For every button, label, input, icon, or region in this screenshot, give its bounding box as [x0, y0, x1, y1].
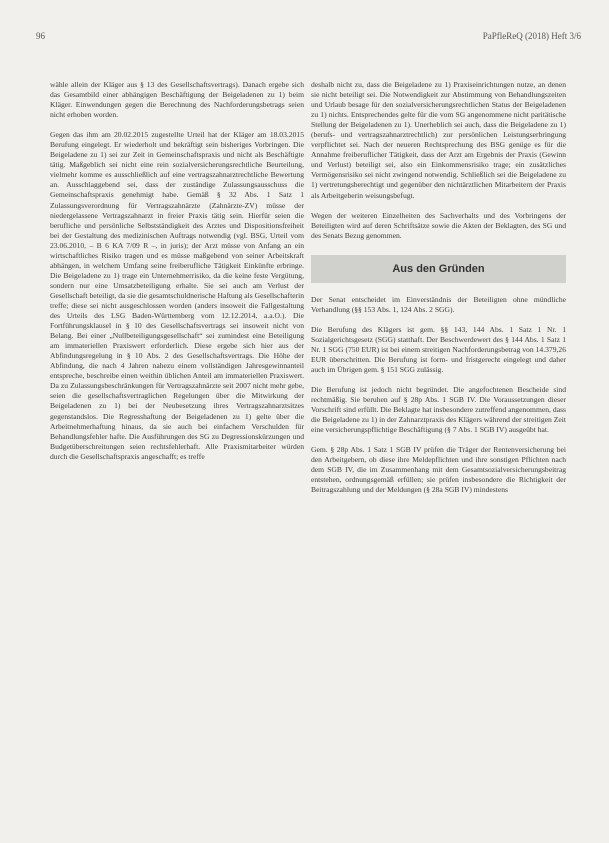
paragraph: wähle allein der Kläger aus § 13 des Gesellschaftsvertrags). Danach ergebe sich das Gesamtbild einer abhängigen Beschäftigung der Beigeladenen zu 1) beim Kläger. Einwendungen gegen die Berechnung des Nachforderungsbetrags seien nicht erhoben worden.: [50, 80, 304, 120]
left-column: [50, 80, 304, 472]
paragraph: Die Berufung des Klägers ist gem. §§ 143, 144 Abs. 1 Satz 1 Nr. 1 Sozialgerichtsgesetz (SGG) statthaft. Der Beschwerdewert des § 144 Abs. 1 Satz 1 Nr. 1 SGG (750 EUR) ist bei einem streitigen Nachforderungsbetrag von 14.379,26 EUR überschritten. Die Berufung ist form- und fristgerecht eingelegt und daher auch im Übrigen gem. § 151 SGG zulässig.: [311, 324, 566, 374]
journal-title: PaPfleReQ (2018) Heft 3/6: [482, 31, 581, 41]
right-column: [311, 80, 566, 506]
page-number: 96: [36, 31, 45, 41]
paragraph: Gegen das ihm am 20.02.2015 zugestellte Urteil hat der Kläger am 18.03.2015 Berufung eingelegt. Er wiederholt und bekräftigt sein bisheriges Vorbringen. Die Beigeladene zu 1) sei zur Zeit in Gemeinschaftspraxis und nicht als Beschäftigte tätig. Maßgeblich sei nicht eine rein sozialversicherungsrechtliche Beurteilung, vielmehr komme es ausschließlich auf eine vertragszahnarztrechtliche Bewertung an. Ausschlaggebend sei, dass der zuständige Zulassungsausschuss die Gemeinschaftspraxis genehmigt habe. Gemäß § 32 Abs. 1 Satz 1 Zulassungsverordnung für Vertragszahnärzte (Zahnärzte-ZV) müsse der niedergelassene Vertragszahnarzt in freier Praxis tätig sein. Hierfür seien die berufliche und persönliche Selbstständigkeit des Arztes und Dispositionsfreiheit bei der Gestaltung des medizinischen Auftrags notwendig (vgl. BSG, Urteil vom 23.06.2010, – B 6 KA 7/09 R –, in juris); der Arzt müsse von Anfang an ein wirtschaftliches Risiko tragen und es müsse maßgebend von seiner Arbeitskraft abhängen, in welchem Umfang seine freiberufliche Tätigkeit Einkünfte erbringe. Die Beigeladene zu 1) trage ein Unternehmerrisiko, da die keine feste Vergütung, sondern nur eine Umsatzbeteiligung erhalte. Sie sei auch am Verlust der Gesellschaft beteiligt, da sie die gesamtschuldnerische Haftung als Gesellschafterin treffe; diese sei nicht ausgeschlossen worden (anders insoweit die Fallgestaltung des Urteils des LSG Baden-Württemberg vom 12.12.2014, a.a.O.). Die Fortführungsklausel in § 10 des Gesellschaftsvertrags sei insoweit nicht von Belang. Bei einer „Nullbeteiligungsgesellschaft“ sei zumindest eine Beteiligung am immateriellen Praxiswert erforderlich. Diese ergebe sich hier aus der Abfindungsregelung in § 10 Abs. 2 des Gesellschaftsvertrags. Die Höhe der Abfindung, die nach 4 Jahren nahezu einem vollständigen Jahresgewinnanteil entspreche, beschreibe einen weithin üblichen Anteil am immateriellen Praxiswert. Da zu Zulassungsbeschränkungen für Vertragszahnärzte seit 2007 nicht mehr gebe, seien die gesellschaftsvertraglichen Regelungen über die Mitwirkung der Beigeladenen zu 1) bei der Neubesetzung ihres Vertragszahnarztsitzes gegenstandslos. Die Regresshaftung der Beigeladenen zu 1) gelte über die Arbeitnehmerhaftung hinaus, da sie auch bei einfachem Verschulden für Behandlungsfehler hafte. Die Ausführungen des SG zu Degressionskürzungen und Budgetüberschreitungen seien rechtsfehlerhaft. Alle Praxismitarbeiter würden durch die Gesellschaftspraxis angeschafft; es treffe: [50, 130, 304, 461]
paragraph: Wegen der weiteren Einzelheiten des Sachverhalts und des Vorbringens der Beteiligten wird auf deren Schriftsätze sowie die Akten der Beklagten, des SG und des Senats Bezug genommen.: [311, 210, 566, 240]
paragraph: Der Senat entscheidet im Einverständnis der Beteiligten ohne mündliche Verhandlung (§§ 153 Abs. 1, 124 Abs. 2 SGG).: [311, 294, 566, 314]
paragraph: Gem. § 28p Abs. 1 Satz 1 SGB IV prüfen die Träger der Rentenversicherung bei den Arbeitgebern, ob diese ihre Meldepflichten und ihre sonstigen Pflichten nach dem SGB IV, die im Zusammenhang mit dem Gesamtsozialversicherungsbeitrag entstehen, ordnungsgemäß erfüllen; sie prüfen insbesondere die Richtigkeit der Beitragszahlung und der Meldungen (§ 28a SGB IV) mindestens: [311, 445, 566, 495]
paragraph: deshalb nicht zu, dass die Beigeladene zu 1) Praxiseinrichtungen nutze, an denen sie nicht beteiligt sei. Die Notwendigkeit zur Abstimmung von Behandlungszeiten und Urlaub besage für den sozialversicherungsrechtlichen Status der Beigeladenen zu 1) nichts. Entsprechendes gelte für die vom SG angenommene nicht paritätische Stellung der Beigeladenen zu 1). Unerheblich sei auch, dass die Beigeladene zu 1) (berufs- und vertragszahnarztrechtlich) zur persönlichen Leistungserbringung verpflichtet sei. Nach der neueren Rechtsprechung des BSG genüge es für die Annahme freiberuflicher Tätigkeit, dass der Arzt am Ergebnis der Praxis (Gewinn und Verlust) beteiligt sei, also ein Einkommensrisiko trage; ein zusätzliches Vermögensrisiko sei nicht zwingend notwendig. Schließlich sei die Beigeladene zu 1) vertretungsberechtigt und gegenüber den nichtärztlichen Mitarbeitern der Praxis als Arbeitgeberin weisungsbefugt.: [311, 80, 566, 200]
section-heading: Aus den Gründen: [311, 255, 566, 283]
paragraph: Die Berufung ist jedoch nicht begründet. Die angefochtenen Bescheide sind rechtmäßig. Sie beruhen auf § 28p Abs. 1 SGB IV. Die Voraussetzungen dieser Vorschrift sind erfüllt. Die Beklagte hat insbesondere zutreffend angenommen, dass die Beigeladene zu 1) in der Zahnarztpraxis des Klägers während der streitigen Zeit eine versicherungspflichtige Beschäftigung (§ 7 Abs. 1 SGB IV) ausgeübt hat.: [311, 385, 566, 435]
